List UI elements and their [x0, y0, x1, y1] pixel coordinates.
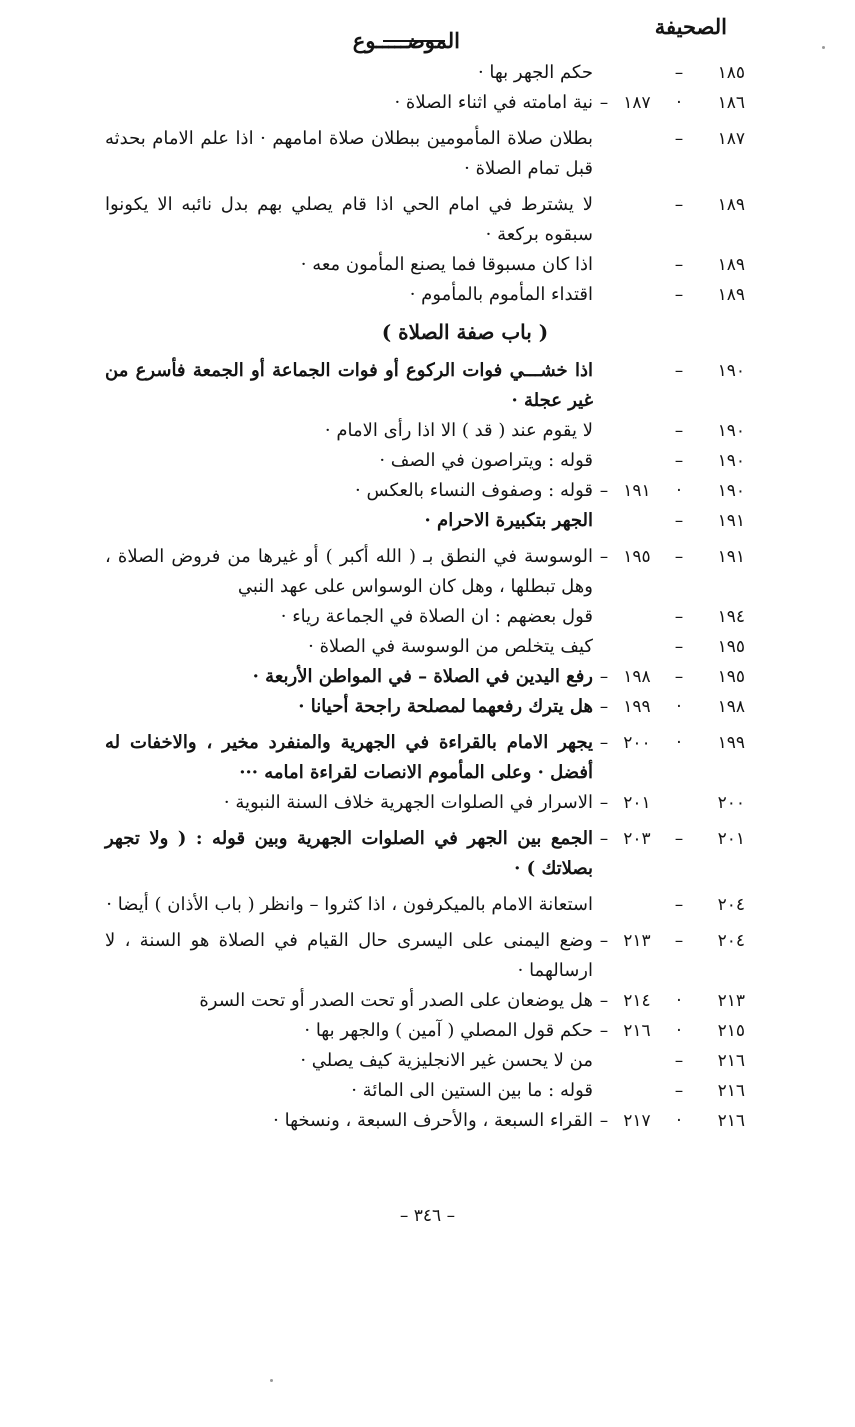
range-separator: – — [674, 547, 684, 567]
entry-text: هل يترك رفعهما لمصلحة راجحة أحيانا · — [298, 696, 593, 717]
range-separator: – — [674, 421, 684, 441]
page-to — [615, 632, 659, 662]
entry-dash — [593, 602, 615, 632]
index-entry — [105, 250, 745, 280]
entry-dash — [593, 356, 615, 386]
page-range — [593, 926, 745, 956]
page-number-footer: – ٣٤٦ – — [399, 1206, 456, 1226]
range-separator: – — [674, 829, 684, 849]
index-entry — [105, 662, 745, 692]
scan-speck — [270, 1379, 273, 1382]
page-from: ١٨٩ — [717, 195, 745, 215]
page-to — [615, 1046, 659, 1076]
entry-dash — [593, 1076, 615, 1106]
page-from: ٢٠٤ — [717, 895, 745, 915]
page-from: ١٩١ — [717, 547, 745, 567]
range-separator: · — [676, 481, 682, 501]
page-from: ١٨٧ — [717, 129, 745, 149]
page-from: ٢٠١ — [717, 829, 745, 849]
entry-dash — [593, 890, 615, 920]
index-entry — [105, 632, 745, 662]
entry-text: يجهر الامام بالقراءة في الجهرية والمنفرد مخير ، والاخفات له أفضل · وعلى المأموم الانصات لقراءة امامه ··· — [105, 732, 593, 783]
page-from: ٢١٦ — [717, 1081, 745, 1101]
entry-dash: – — [599, 1021, 609, 1041]
page-from: ١٩٠ — [717, 451, 745, 471]
page-to — [615, 58, 659, 88]
page-to: ٢٠٠ — [623, 733, 651, 753]
entry-text: الجمع بين الجهر في الصلوات الجهرية وبين قوله : ( ولا تجهر بصلاتك ) · — [105, 828, 593, 879]
page-from: ١٨٩ — [717, 285, 745, 305]
index-entry — [105, 476, 745, 506]
index-entry — [105, 824, 745, 884]
entry-dash — [593, 124, 615, 154]
entry-dash: – — [599, 829, 609, 849]
entries-group-a — [105, 58, 745, 310]
entry-dash: – — [599, 931, 609, 951]
page-range — [593, 890, 745, 920]
range-separator — [659, 788, 699, 818]
page-from: ١٩٨ — [717, 697, 745, 717]
entry-text: بطلان صلاة المأمومين ببطلان صلاة امامهم · اذا علم الامام بحدثه قبل تمام الصلاة · — [105, 128, 593, 179]
scan-speck — [822, 46, 825, 49]
entry-text: رفع اليدين في الصلاة – في المواطن الأربعة · — [252, 666, 593, 687]
entry-text: اقتداء المأموم بالمأموم · — [409, 284, 593, 305]
range-separator: – — [674, 451, 684, 471]
entry-dash: – — [599, 1111, 609, 1131]
range-separator: · — [676, 1111, 682, 1131]
page-from: ١٩٩ — [717, 733, 745, 753]
index-entry — [105, 506, 745, 536]
entry-text: حكم الجهر بها · — [477, 62, 593, 83]
range-separator: · — [676, 991, 682, 1011]
range-separator: – — [674, 255, 684, 275]
index-entry — [105, 692, 745, 722]
page-from: ٢١٥ — [717, 1021, 745, 1041]
page-to — [615, 190, 659, 220]
entry-text: اذا خشـــي فوات الركوع أو فوات الجماعة أو الجمعة فأسرع من غير عجلة · — [105, 360, 593, 411]
entry-text: نية امامته في اثناء الصلاة · — [394, 92, 593, 113]
page-range — [593, 1046, 745, 1076]
page-range — [593, 1076, 745, 1106]
entry-dash — [593, 250, 615, 280]
entry-text: قوله : ويتراصون في الصف · — [379, 450, 593, 471]
entry-dash — [593, 632, 615, 662]
range-separator: – — [674, 667, 684, 687]
entry-text: قول بعضهم : ان الصلاة في الجماعة رياء · — [280, 606, 593, 627]
index-entry — [105, 280, 745, 310]
index-entry — [105, 1076, 745, 1106]
range-separator: – — [674, 637, 684, 657]
page-range — [593, 986, 745, 1016]
page-range — [593, 632, 745, 662]
range-separator: · — [676, 93, 682, 113]
entry-text: اذا كان مسبوقا فما يصنع المأمون معه · — [300, 254, 593, 275]
page-to — [615, 124, 659, 154]
page-from: ١٩٠ — [717, 421, 745, 441]
entry-text: هل يوضعان على الصدر أو تحت الصدر أو تحت السرة — [199, 990, 593, 1011]
page-range — [593, 356, 745, 386]
page-column-header: الصحيفة — [654, 14, 727, 39]
page-range — [593, 824, 745, 854]
page-to: ١٩٥ — [623, 547, 651, 567]
page-range — [593, 124, 745, 154]
page-to: ٢٠٣ — [623, 829, 651, 849]
index-entry — [105, 602, 745, 632]
entry-text: لا يشترط في امام الحي اذا قام يصلي بهم بدل نائبه الا يكونوا سبقوه بركعة · — [105, 194, 593, 245]
page-range — [593, 446, 745, 476]
range-separator: – — [674, 895, 684, 915]
index-entry — [105, 416, 745, 446]
entry-text: وضع اليمنى على اليسرى حال القيام في الصلاة هو السنة ، لا ارسالهما · — [105, 930, 593, 981]
range-separator: – — [674, 1051, 684, 1071]
range-separator: – — [674, 285, 684, 305]
page-to: ٢١٧ — [623, 1111, 651, 1131]
entry-text: كيف يتخلص من الوسوسة في الصلاة · — [308, 636, 593, 657]
page-to: ١٩٩ — [623, 697, 651, 717]
entry-dash — [593, 506, 615, 536]
entry-dash: – — [599, 697, 609, 717]
entry-dash — [593, 280, 615, 310]
entry-text: قوله : وصفوف النساء بالعكس · — [355, 480, 593, 501]
entry-text: القراء السبعة ، والأحرف السبعة ، ونسخها · — [273, 1110, 593, 1131]
page-to: ١٩١ — [623, 481, 651, 501]
index-entry — [105, 926, 745, 986]
page-range — [593, 476, 745, 506]
page-to: ٢٠١ — [623, 793, 651, 813]
page-range — [593, 506, 745, 536]
entry-dash — [593, 58, 615, 88]
entries-group-b — [105, 356, 745, 1136]
page-range — [593, 416, 745, 446]
page-from: ٢٠٠ — [717, 793, 745, 813]
page-from: ١٨٦ — [717, 93, 745, 113]
page-from: ١٩٥ — [717, 637, 745, 657]
index-entry — [105, 1046, 745, 1076]
entry-dash: – — [599, 667, 609, 687]
entry-text: استعانة الامام بالميكرفون ، اذا كثروا – وانظر ( باب الأذان ) أيضا · — [106, 894, 593, 915]
page-range — [593, 58, 745, 88]
index-entry — [105, 1016, 745, 1046]
header-underline — [383, 40, 445, 42]
topic-column-header: الموضـــــوع — [352, 28, 460, 53]
entry-dash — [593, 1046, 615, 1076]
index-entry — [105, 890, 745, 920]
index-entry — [105, 58, 745, 88]
index-entry — [105, 542, 745, 602]
range-separator: – — [674, 361, 684, 381]
page-range — [593, 1106, 745, 1136]
entry-dash: – — [599, 547, 609, 567]
range-separator: · — [676, 733, 682, 753]
range-separator: – — [674, 63, 684, 83]
page-range — [593, 788, 745, 818]
page-from: ٢١٣ — [717, 991, 745, 1011]
range-separator: – — [674, 195, 684, 215]
entry-dash: – — [599, 793, 609, 813]
page-to — [615, 890, 659, 920]
section-title: ( باب صفة الصلاة ) — [381, 320, 549, 344]
page-from: ١٩٠ — [717, 361, 745, 381]
page-range — [593, 1016, 745, 1046]
entry-dash — [593, 190, 615, 220]
page-range — [593, 602, 745, 632]
page-to — [615, 1076, 659, 1106]
page-to: ٢١٣ — [623, 931, 651, 951]
page-from: ٢٠٤ — [717, 931, 745, 951]
range-separator: – — [674, 1081, 684, 1101]
entry-dash: – — [599, 991, 609, 1011]
page-range — [593, 692, 745, 722]
page-to — [615, 250, 659, 280]
entry-text: لا يقوم عند ( قد ) الا اذا رأى الامام · — [324, 420, 593, 441]
page-to: ٢١٦ — [623, 1021, 651, 1041]
page-from: ١٩٤ — [717, 607, 745, 627]
range-separator: · — [676, 697, 682, 717]
page-range — [593, 542, 745, 572]
page-range — [593, 250, 745, 280]
page-to — [615, 506, 659, 536]
index-entry — [105, 356, 745, 416]
range-separator: – — [674, 607, 684, 627]
index-entry — [105, 124, 745, 184]
page-to: ١٩٨ — [623, 667, 651, 687]
page-range — [593, 728, 745, 758]
entry-text: من لا يحسن غير الانجليزية كيف يصلي · — [300, 1050, 593, 1071]
page-from: ١٨٩ — [717, 255, 745, 275]
entry-text: حكم قول المصلي ( آمين ) والجهر بها · — [304, 1020, 593, 1041]
page-range — [593, 88, 745, 118]
index-entries — [105, 58, 745, 1136]
page-from: ١٨٥ — [717, 63, 745, 83]
entry-text: قوله : ما بين الستين الى المائة · — [351, 1080, 593, 1101]
page-range — [593, 190, 745, 220]
index-entry — [105, 788, 745, 818]
page-to — [615, 416, 659, 446]
entry-dash: – — [599, 93, 609, 113]
page-from: ١٩١ — [717, 511, 745, 531]
page-from: ١٩٠ — [717, 481, 745, 501]
range-separator: – — [674, 511, 684, 531]
page-range — [593, 280, 745, 310]
page-to — [615, 446, 659, 476]
page-range — [593, 662, 745, 692]
entry-text: الوسوسة في النطق بـ ( الله أكبر ) أو غيرها من فروض الصلاة ، وهل تبطلها ، وهل كان الوسواس على عهد النبي — [105, 546, 593, 597]
entry-text: الاسرار في الصلوات الجهرية خلاف السنة النبوية · — [223, 792, 593, 813]
index-entry — [105, 728, 745, 788]
page-from: ٢١٦ — [717, 1051, 745, 1071]
page-from: ١٩٥ — [717, 667, 745, 687]
entry-text: الجهر بتكبيرة الاحرام · — [424, 510, 593, 531]
index-entry — [105, 88, 745, 118]
page-to — [615, 280, 659, 310]
page-to: ٢١٤ — [623, 991, 651, 1011]
entry-dash — [593, 446, 615, 476]
index-entry — [105, 190, 745, 250]
index-entry — [105, 986, 745, 1016]
index-entry — [105, 1106, 745, 1136]
range-separator: – — [674, 931, 684, 951]
range-separator: – — [674, 129, 684, 149]
page-to — [615, 602, 659, 632]
index-entry — [105, 446, 745, 476]
range-separator: · — [676, 1021, 682, 1041]
entry-dash: – — [599, 733, 609, 753]
page-from: ٢١٦ — [717, 1111, 745, 1131]
page-to: ١٨٧ — [623, 93, 651, 113]
entry-dash — [593, 416, 615, 446]
page-to — [615, 356, 659, 386]
entry-dash: – — [599, 481, 609, 501]
